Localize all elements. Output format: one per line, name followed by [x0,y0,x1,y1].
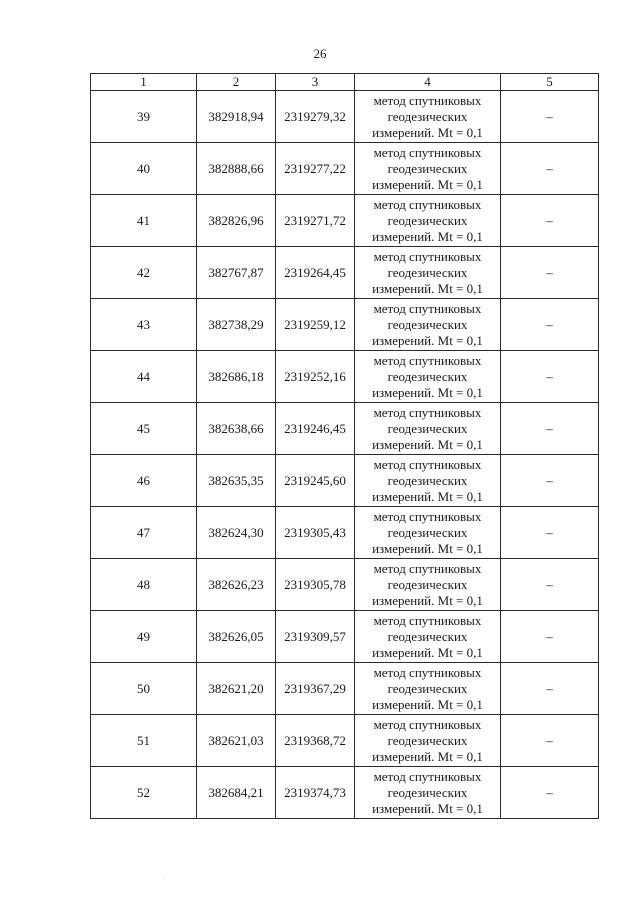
method-text-line: измерений. Mt = 0,1 [372,228,483,244]
y-coordinate-cell: 2319271,72 [276,195,355,247]
point-number-cell: 48 [91,559,197,611]
table-row [91,351,599,403]
scan-mark: · [163,874,166,883]
method-text-line: измерений. Mt = 0,1 [372,540,483,556]
note-cell: – [501,91,599,143]
x-coordinate-cell: 382826,96 [197,195,276,247]
method-text-line: геодезических [387,628,468,644]
y-coordinate-cell: 2319309,57 [276,611,355,663]
table-row [91,559,599,611]
x-coordinate-cell: 382624,30 [197,507,276,559]
method-cell [355,403,501,455]
method-text-line: измерений. Mt = 0,1 [372,696,483,712]
table-row [91,91,599,143]
method-text-line: геодезических [387,316,468,332]
method-text-line: геодезических [387,108,468,124]
point-number-cell: 47 [91,507,197,559]
method-cell [355,195,501,247]
method-cell [355,507,501,559]
y-coordinate-cell: 2319305,78 [276,559,355,611]
method-cell [355,663,501,715]
y-coordinate-cell: 2319252,16 [276,351,355,403]
y-coordinate-cell: 2319305,43 [276,507,355,559]
method-text-line: геодезических [387,680,468,696]
note-cell: – [501,663,599,715]
note-cell: – [501,299,599,351]
method-text-line: геодезических [387,160,468,176]
method-text-line: измерений. Mt = 0,1 [372,748,483,764]
note-cell: – [501,143,599,195]
table-row [91,663,599,715]
method-cell [355,715,501,767]
x-coordinate-cell: 382888,66 [197,143,276,195]
point-number-cell: 45 [91,403,197,455]
point-number-cell: 41 [91,195,197,247]
method-text-line: геодезических [387,784,468,800]
table-header [91,74,599,91]
method-text-line: метод спутниковых [373,404,482,420]
method-cell [355,559,501,611]
y-coordinate-cell: 2319259,12 [276,299,355,351]
method-text-line: измерений. Mt = 0,1 [372,592,483,608]
note-cell: – [501,403,599,455]
method-text-line: метод спутниковых [373,248,482,264]
y-coordinate-cell: 2319368,72 [276,715,355,767]
method-text-line: метод спутниковых [373,612,482,628]
method-text-line: геодезических [387,732,468,748]
x-coordinate-cell: 382684,21 [197,767,276,819]
table-row [91,611,599,663]
coordinates-table [90,73,599,819]
method-text-line: измерений. Mt = 0,1 [372,436,483,452]
x-coordinate-cell: 382626,05 [197,611,276,663]
y-coordinate-cell: 2319279,32 [276,91,355,143]
method-cell [355,299,501,351]
method-text-line: измерений. Mt = 0,1 [372,800,483,816]
point-number-cell: 42 [91,247,197,299]
method-text-line: метод спутниковых [373,144,482,160]
method-text-line: измерений. Mt = 0,1 [372,176,483,192]
y-coordinate-cell: 2319374,73 [276,767,355,819]
note-cell: – [501,559,599,611]
method-text-line: геодезических [387,264,468,280]
x-coordinate-cell: 382635,35 [197,455,276,507]
x-coordinate-cell: 382738,29 [197,299,276,351]
method-text-line: геодезических [387,212,468,228]
header-col-1: 1 [91,74,197,91]
x-coordinate-cell: 382621,20 [197,663,276,715]
method-text-line: метод спутниковых [373,560,482,576]
header-col-4: 4 [355,74,501,91]
note-cell: – [501,715,599,767]
method-text-line: измерений. Mt = 0,1 [372,124,483,140]
method-text-line: метод спутниковых [373,300,482,316]
table-row [91,455,599,507]
note-cell: – [501,767,599,819]
method-cell [355,143,501,195]
header-row [91,74,599,91]
method-cell [355,247,501,299]
header-col-2: 2 [197,74,276,91]
y-coordinate-cell: 2319245,60 [276,455,355,507]
point-number-cell: 51 [91,715,197,767]
method-text-line: измерений. Mt = 0,1 [372,644,483,660]
table-row [91,767,599,819]
x-coordinate-cell: 382621,03 [197,715,276,767]
method-text-line: метод спутниковых [373,92,482,108]
table-row [91,143,599,195]
x-coordinate-cell: 382767,87 [197,247,276,299]
y-coordinate-cell: 2319367,29 [276,663,355,715]
y-coordinate-cell: 2319246,45 [276,403,355,455]
point-number-cell: 46 [91,455,197,507]
method-text-line: измерений. Mt = 0,1 [372,280,483,296]
point-number-cell: 40 [91,143,197,195]
table-row [91,403,599,455]
table-row [91,195,599,247]
method-text-line: метод спутниковых [373,196,482,212]
method-text-line: метод спутниковых [373,508,482,524]
method-text-line: метод спутниковых [373,352,482,368]
method-text-line: геодезических [387,524,468,540]
method-text-line: метод спутниковых [373,456,482,472]
table-body [91,91,599,819]
method-text-line: метод спутниковых [373,768,482,784]
method-cell [355,611,501,663]
method-cell [355,767,501,819]
x-coordinate-cell: 382638,66 [197,403,276,455]
point-number-cell: 39 [91,91,197,143]
method-text-line: измерений. Mt = 0,1 [372,332,483,348]
x-coordinate-cell: 382626,23 [197,559,276,611]
page-number: 26 [313,46,327,61]
method-cell [355,351,501,403]
x-coordinate-cell: 382686,18 [197,351,276,403]
y-coordinate-cell: 2319264,45 [276,247,355,299]
point-number-cell: 52 [91,767,197,819]
x-coordinate-cell: 382918,94 [197,91,276,143]
note-cell: – [501,507,599,559]
method-text-line: геодезических [387,472,468,488]
point-number-cell: 43 [91,299,197,351]
note-cell: – [501,247,599,299]
method-cell [355,91,501,143]
y-coordinate-cell: 2319277,22 [276,143,355,195]
method-text-line: метод спутниковых [373,716,482,732]
note-cell: – [501,455,599,507]
point-number-cell: 50 [91,663,197,715]
table-row [91,299,599,351]
header-col-5: 5 [501,74,599,91]
method-text-line: измерений. Mt = 0,1 [372,384,483,400]
method-text-line: метод спутниковых [373,664,482,680]
method-text-line: геодезических [387,420,468,436]
method-text-line: геодезических [387,576,468,592]
note-cell: – [501,195,599,247]
table-row [91,247,599,299]
header-col-3: 3 [276,74,355,91]
method-text-line: геодезических [387,368,468,384]
note-cell: – [501,351,599,403]
table-row [91,507,599,559]
point-number-cell: 44 [91,351,197,403]
table-row [91,715,599,767]
point-number-cell: 49 [91,611,197,663]
method-text-line: измерений. Mt = 0,1 [372,488,483,504]
method-cell [355,455,501,507]
note-cell: – [501,611,599,663]
